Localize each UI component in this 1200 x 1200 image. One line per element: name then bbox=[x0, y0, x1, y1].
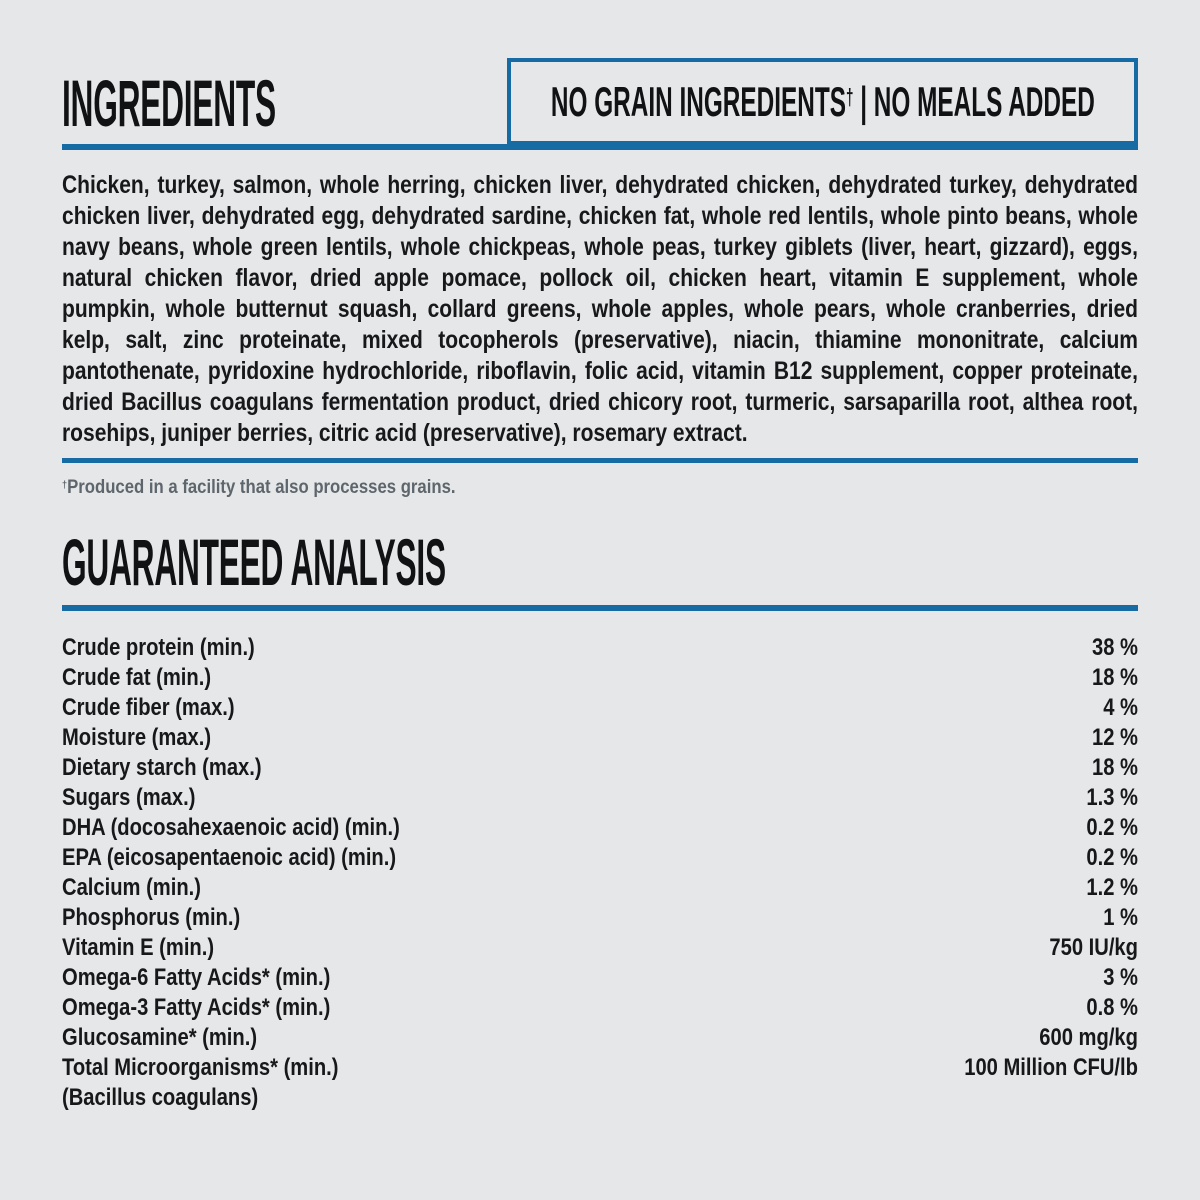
header-divider bbox=[62, 144, 1138, 150]
analysis-row-value: 18 % bbox=[1091, 664, 1138, 691]
footnote-divider bbox=[62, 458, 1138, 463]
analysis-row bbox=[62, 783, 1138, 813]
analysis-row-value: 750 IU/kg bbox=[1049, 934, 1138, 961]
analysis-row bbox=[62, 843, 1138, 873]
footnote-text: Produced in a facility that also processes grains. bbox=[67, 477, 456, 498]
analysis-row bbox=[62, 933, 1138, 963]
analysis-row-label: Crude fat (min.) bbox=[62, 664, 212, 691]
analysis-row bbox=[62, 993, 1138, 1023]
analysis-row bbox=[62, 753, 1138, 783]
ingredients-list: Chicken, turkey, salmon, whole herring, chicken liver, dehydrated chicken, dehydrated turkey, dehydrated chicken liver, dehydrated egg, dehydrated sardine, chicken fat, whole red lentils, whole pinto beans, whole navy beans, whole green lentils, whole chickpeas, whole peas, turkey giblets (liver, heart, gizzard), eggs, natural chicken flavor, dried apple pomace, pollock oil, chicken heart, vitamin E supplement, whole pumpkin, whole butternut squash, collard greens, whole apples, whole pears, whole cranberries, dried kelp, salt, zinc proteinate, mixed tocopherols (preservative), niacin, thiamine mononitrate, calcium pantothenate, pyridoxine hydrochloride, riboflavin, folic acid, vitamin B12 supplement, copper proteinate, dried Bacillus coagulans fermentation product, dried chicory root, turmeric, sarsaparilla root, althea root, rosehips, juniper berries, citric acid (preservative), rosemary extract. bbox=[62, 171, 1138, 447]
analysis-row bbox=[62, 1023, 1138, 1053]
analysis-row bbox=[62, 693, 1138, 723]
analysis-row bbox=[62, 813, 1138, 843]
dagger-superscript: † bbox=[845, 84, 854, 111]
analysis-row-label: (Bacillus coagulans) bbox=[62, 1084, 259, 1111]
badge-text-part1: NO GRAIN INGREDIENTS bbox=[550, 77, 846, 125]
grain-facility-footnote bbox=[62, 477, 1009, 499]
analysis-row-label: Dietary starch (max.) bbox=[62, 754, 262, 781]
analysis-row-label: Phosphorus (min.) bbox=[62, 904, 241, 931]
analysis-divider bbox=[62, 605, 1138, 611]
analysis-row-label: DHA (docosahexaenoic acid) (min.) bbox=[62, 814, 400, 841]
no-grain-badge-text bbox=[551, 78, 1095, 126]
analysis-row-label: EPA (eicosapentaenoic acid) (min.) bbox=[62, 844, 397, 871]
ingredients-title: INGREDIENTS bbox=[62, 66, 276, 140]
no-grain-badge bbox=[507, 58, 1138, 145]
analysis-row-value: 12 % bbox=[1091, 724, 1138, 751]
analysis-row-value: 38 % bbox=[1091, 634, 1138, 661]
guaranteed-analysis-section bbox=[62, 525, 1138, 1113]
analysis-row-label: Omega-3 Fatty Acids* (min.) bbox=[62, 994, 331, 1021]
analysis-row-label: Crude protein (min.) bbox=[62, 634, 255, 661]
analysis-row-label: Moisture (max.) bbox=[62, 724, 212, 751]
analysis-row-label: Crude fiber (max.) bbox=[62, 694, 235, 721]
analysis-row bbox=[62, 1053, 1138, 1083]
analysis-row-value: 1.2 % bbox=[1086, 874, 1138, 901]
analysis-row-value: 4 % bbox=[1103, 694, 1138, 721]
analysis-row-value: 18 % bbox=[1091, 754, 1138, 781]
analysis-row-value: 100 Million CFU/lb bbox=[964, 1054, 1138, 1081]
footnote-dagger: † bbox=[62, 480, 68, 492]
analysis-row-value: 1.3 % bbox=[1086, 784, 1138, 811]
analysis-row-label: Total Microorganisms* (min.) bbox=[62, 1054, 339, 1081]
analysis-row-value: 600 mg/kg bbox=[1039, 1024, 1138, 1051]
guaranteed-analysis-title: GUARANTEED ANALYSIS bbox=[62, 525, 446, 599]
analysis-row-value: 3 % bbox=[1103, 964, 1138, 991]
analysis-row-label: Omega-6 Fatty Acids* (min.) bbox=[62, 964, 331, 991]
analysis-row-value: 0.8 % bbox=[1086, 994, 1138, 1021]
analysis-row bbox=[62, 723, 1138, 753]
analysis-row-label: Vitamin E (min.) bbox=[62, 934, 215, 961]
analysis-row-value: 1 % bbox=[1103, 904, 1138, 931]
analysis-row-label: Calcium (min.) bbox=[62, 874, 202, 901]
analysis-row bbox=[62, 963, 1138, 993]
analysis-row bbox=[62, 663, 1138, 693]
ingredients-header bbox=[62, 0, 1138, 150]
analysis-row bbox=[62, 903, 1138, 933]
analysis-row bbox=[62, 633, 1138, 663]
analysis-table bbox=[62, 633, 1138, 1113]
analysis-row-label: Sugars (max.) bbox=[62, 784, 196, 811]
analysis-row bbox=[62, 873, 1138, 903]
analysis-row-value: 0.2 % bbox=[1086, 844, 1138, 871]
badge-text-part2: | NO MEALS ADDED bbox=[853, 77, 1095, 125]
analysis-row-value: 0.2 % bbox=[1086, 814, 1138, 841]
analysis-row-label: Glucosamine* (min.) bbox=[62, 1024, 258, 1051]
analysis-row bbox=[62, 1083, 1138, 1113]
